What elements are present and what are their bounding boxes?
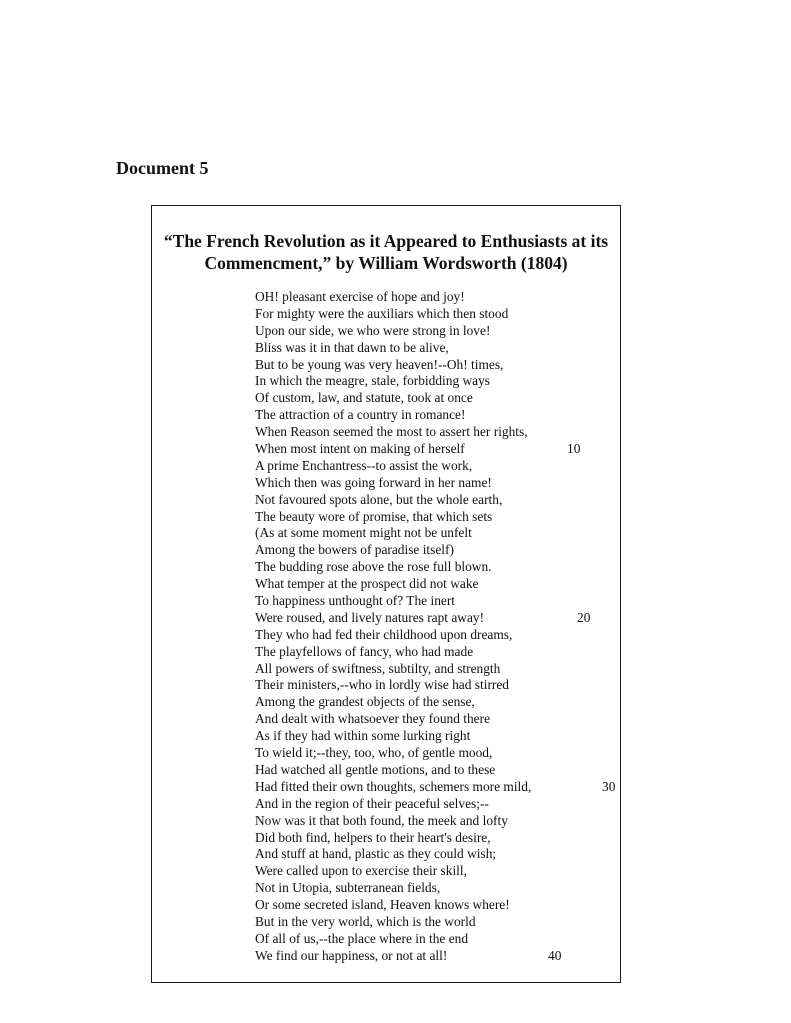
poem-line: Did both find, helpers to their heart's desire, [255, 829, 491, 845]
poem-line: For mighty were the auxiliars which then stood [255, 305, 509, 321]
line-number-30: 30 [602, 778, 616, 794]
poem-line: They who had fed their childhood upon dreams, [255, 626, 513, 642]
poem-line: Among the grandest objects of the sense, [255, 694, 475, 710]
poem-line: A prime Enchantress--to assist the work, [255, 457, 473, 473]
poem-line: Were called upon to exercise their skill, [255, 863, 467, 879]
poem-line: In which the meagre, stale, forbidding ways [255, 373, 491, 389]
poem-line: Had watched all gentle motions, and to these [255, 761, 496, 777]
poem-line: To happiness unthought of? The inert [255, 593, 456, 609]
poem-line: As if they had within some lurking right [255, 728, 471, 744]
poem-line: And in the region of their peaceful selves;-- [255, 795, 489, 811]
poem-line: Which then was going forward in her name! [255, 474, 492, 490]
poem-line: What temper at the prospect did not wake [255, 576, 479, 592]
poem-line: We find our happiness, or not at all! 40 [255, 947, 562, 963]
poem-line: The budding rose above the rose full blown. [255, 559, 492, 575]
title-line-2: Commencment,” by William Wordsworth (1804) [204, 253, 568, 273]
line-number-10: 10 [567, 441, 581, 457]
line-number-40: 40 [548, 947, 562, 963]
poem-line: Not in Utopia, subterranean fields, [255, 880, 441, 896]
poem-text [255, 289, 616, 965]
poem-line: The playfellows of fancy, who had made [255, 643, 474, 659]
document-label: Document 5 [116, 158, 209, 178]
document-frame [151, 205, 621, 983]
title-line-1: “The French Revolution as it Appeared to Enthusiasts at its [163, 231, 609, 251]
poem-line: Upon our side, we who were strong in love! [255, 322, 491, 338]
poem-line: The beauty wore of promise, that which sets [255, 508, 493, 524]
poem-line: Of all of us,--the place where in the end [255, 930, 469, 946]
poem-line: Had fitted their own thoughts, schemers more mild, 30 [255, 778, 616, 794]
poem-line: Among the bowers of paradise itself) [255, 542, 454, 558]
poem-line: (As at some moment might not be unfelt [255, 525, 472, 541]
poem-line: Or some secreted island, Heaven knows where! [255, 897, 510, 913]
poem-line: The attraction of a country in romance! [255, 407, 466, 423]
poem-line: To wield it;--they, too, who, of gentle mood, [255, 745, 493, 761]
document-title [152, 230, 620, 274]
poem-line: But to be young was very heaven!--Oh! times, [255, 356, 504, 372]
poem-line: Were roused, and lively natures rapt away! 20 [255, 609, 591, 625]
poem-line: Now was it that both found, the meek and lofty [255, 812, 508, 828]
line-number-20: 20 [577, 609, 591, 625]
poem-line: When Reason seemed the most to assert her rights, [255, 424, 528, 440]
poem-line: And stuff at hand, plastic as they could wish; [255, 846, 497, 862]
poem-line: Their ministers,--who in lordly wise had stirred [255, 677, 509, 693]
poem-line: Bliss was it in that dawn to be alive, [255, 339, 449, 355]
poem-line: And dealt with whatsoever they found there [255, 711, 491, 727]
poem-line: Of custom, law, and statute, took at once [255, 390, 473, 406]
poem-line: When most intent on making of herself 10 [255, 441, 581, 457]
poem-line: But in the very world, which is the world [255, 913, 476, 929]
poem-line: Not favoured spots alone, but the whole earth, [255, 491, 503, 507]
poem-line: OH! pleasant exercise of hope and joy! [255, 289, 465, 304]
poem-line: All powers of swiftness, subtilty, and strength [255, 660, 501, 676]
